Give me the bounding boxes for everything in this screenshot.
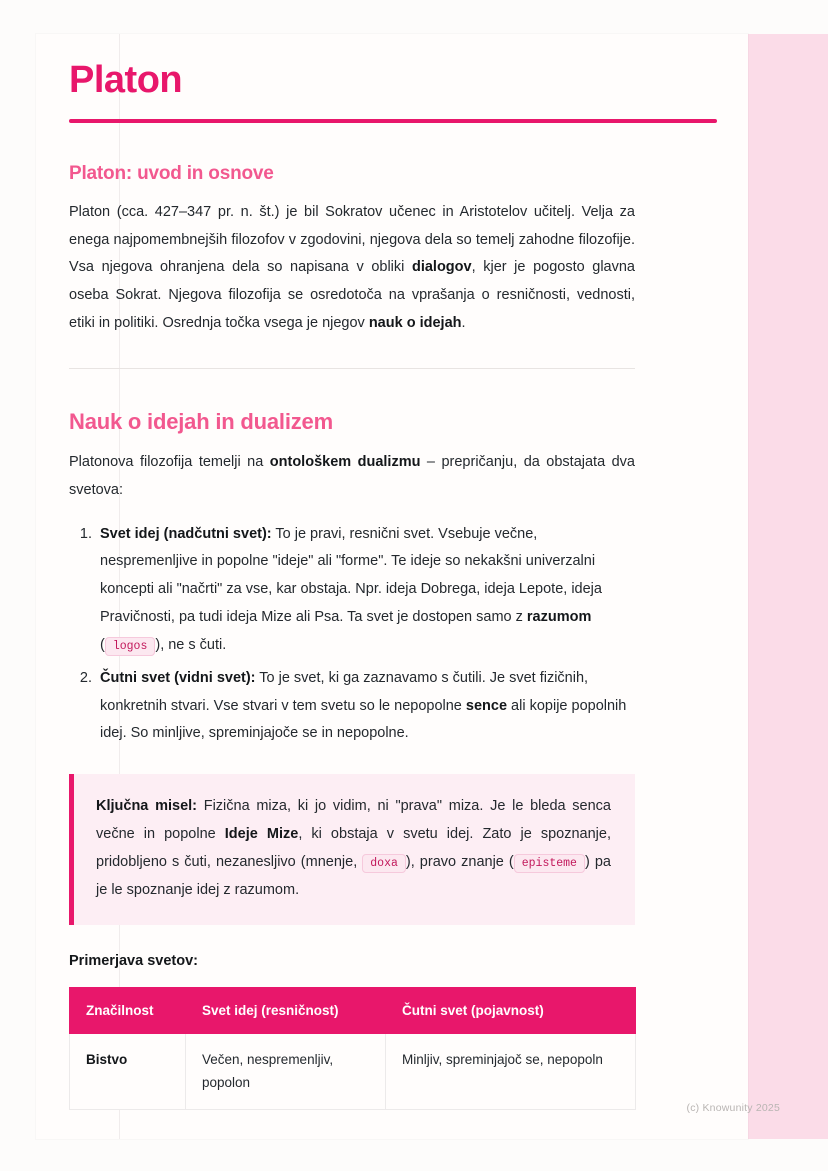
table-row	[70, 1033, 636, 1109]
intro-bold-nauk: nauk o idejah	[368, 315, 462, 332]
callout-text-2: , ki obstaja v svetu idej. Zato je spoznanje, pridobljeno s čuti, nezanesljivo (mnenje,	[96, 826, 612, 870]
dualizem-bold: ontološkem dualizmu	[269, 453, 421, 470]
table-header-row	[70, 987, 636, 1033]
list-item-bold-mid: sence	[465, 697, 508, 714]
title-underline	[69, 119, 717, 123]
section-divider	[69, 368, 635, 369]
list-item-lead: Čutni svet (vidni svet):	[100, 669, 256, 686]
code-episteme: episteme	[514, 854, 585, 873]
callout-lead: Ključna misel:	[96, 798, 197, 815]
list-item	[96, 665, 635, 748]
page-title: Platon	[69, 59, 183, 101]
comparison-table	[69, 987, 636, 1110]
intro-text-3: .	[461, 315, 466, 332]
table-caption: Primerjava svetov:	[69, 952, 198, 969]
table-body	[70, 1033, 636, 1109]
list-item-bold-mid: razumom	[526, 609, 592, 626]
intro-paragraph	[69, 199, 635, 338]
table-head	[70, 987, 636, 1033]
list-item-text-1: To je svet, ki ga zaznavamo s čutili. Je svet fizičnih, konkretnih stvari. Vse stvari v tem svetu so le nepopolne	[100, 669, 589, 714]
list-item-text-2: ali kopije popolnih idej. So minljive, spreminjajoče se in nepopolne.	[100, 697, 627, 742]
table-header-cell: Svet idej (resničnost)	[186, 987, 386, 1033]
worlds-list	[69, 521, 635, 749]
dualizem-paragraph	[69, 449, 635, 505]
callout-bold-mid: Ideje Mize	[224, 826, 299, 843]
table-header-cell: Značilnost	[70, 987, 186, 1033]
intro-bold-dialogov: dialogov	[411, 259, 472, 276]
callout-text-4: ) pa je le spoznanje idej z razumom.	[96, 853, 611, 898]
list-item-text-3: ), ne s čuti.	[155, 636, 227, 653]
page-side-band	[748, 34, 828, 1139]
list-item	[96, 521, 635, 660]
section-heading-dualizem: Nauk o idejah in dualizem	[69, 408, 333, 434]
dualizem-text-1: Platonova filozofija temelji na	[69, 453, 270, 470]
section-heading-intro: Platon: uvod in osnove	[69, 162, 274, 184]
table-cell: Večen, nespremenljiv, popolon	[186, 1033, 386, 1109]
intro-text-1: Platon (cca. 427–347 pr. n. št.) je bil Sokratov učenec in Aristotelov učitelj. Velja za enega najpomembnejših filozofov v zgodovini, njegova dela so temelj zahodne filozofije. Vsa njegova ohranjena dela so napisana v obliki	[69, 203, 635, 276]
watermark: (c) Knowunity 2025	[686, 1102, 780, 1114]
callout-text-3: ), pravo znanje (	[405, 853, 514, 870]
table-row-header: Bistvo	[70, 1033, 186, 1109]
callout-text-1: Fizična miza, ki jo vidim, ni "prava" miza. Je le bleda senca večne in popolne	[96, 798, 611, 843]
document-content	[69, 60, 635, 1110]
dualizem-text-2: – prepričanju, da obstajata dva svetova:	[69, 453, 635, 498]
list-item-lead: Svet idej (nadčutni svet):	[100, 525, 272, 542]
list-item-text-1: To je pravi, resnični svet. Vsebuje večne, nespremenljive in popolne "ideje" ali "forme". Te ideje so nekakšni univerzalni koncepti ali "načrti" za vse, kar obstaja. Npr. ideja Dobrega, ideja Lepote, ideja Pravičnosti, pa tudi ideja Mize ali Psa. Ta svet je dostopen samo z	[100, 525, 602, 626]
list-item-text-2: (	[100, 636, 105, 653]
code-doxa: doxa	[362, 854, 406, 873]
intro-text-2: , kjer je pogosto glavna oseba Sokrat. Njegova filozofija se osredotoča na vprašanja o resničnosti, vednosti, etiki in politiki. Osrednja točka vsega je njegov	[69, 259, 636, 332]
key-idea-callout	[69, 774, 635, 924]
table-cell: Minljiv, spreminjajoč se, nepopoln	[386, 1033, 636, 1109]
code-logos: logos	[105, 637, 156, 656]
table-header-cell: Čutni svet (pojavnost)	[386, 987, 636, 1033]
